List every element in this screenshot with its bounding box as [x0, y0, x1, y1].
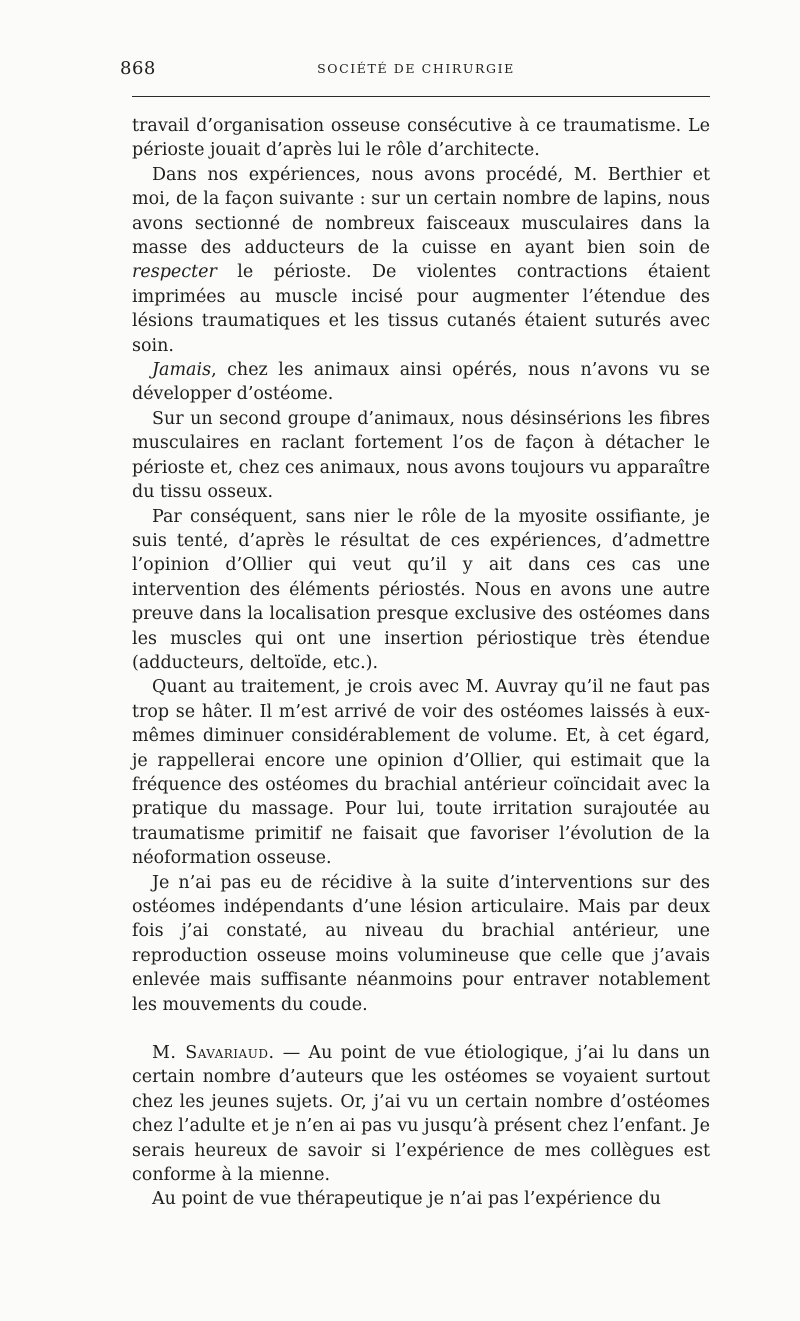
- paragraph-text: travail d’organisation osseuse consécutive à ce traumatisme. Le périoste jouait d’après lui le rôle d’architecte.: [132, 116, 710, 161]
- paragraph-consequence: [132, 505, 710, 676]
- paragraph-text: Je n’ai pas eu de récidive à la suite d’interventions sur des ostéomes indépendants d’une lésion articulaire. Mais par deux fois j’ai constaté, au niveau du brachial antérieur, une reproduction osseuse moins volumineuse que celle que j’avais enlevée mais suffisante néanmoins pour entraver notablement les mouvements du coude.: [132, 872, 710, 1015]
- paragraph-text: Dans nos expériences, nous avons procédé, M. Berthier et moi, de la façon suivante : sur un certain nombre de lapins, nous avons sectionné de nombreux faisceaux musculaires dans la masse des adducteurs de la cuisse en ayant bien soin de: [132, 164, 710, 259]
- paragraph-savariaud: [132, 1041, 710, 1187]
- paragraph-text: , chez les animaux ainsi opérés, nous n’avons vu se développer d’ostéome.: [132, 360, 710, 405]
- paragraph-text: Par conséquent, sans nier le rôle de la myosite ossifiante, je suis tenté, d’après le résultat de ces expériences, d’admettre l’opinion d’Ollier qui veut qu’il y ait dans ces cas une intervention des éléments périostés. Nous en avons une autre preuve dans la localisation presque exclusive des ostéomes dans les muscles qui ont une insertion périostique très étendue (adducteurs, deltoïde, etc.).: [132, 506, 710, 673]
- paragraph-recurrence: [132, 871, 710, 1017]
- speaker-name: M. Savariaud.: [152, 1043, 275, 1064]
- body-text: [132, 114, 710, 1212]
- italic-emphasis: Jamais: [152, 360, 212, 381]
- paragraph-text: Sur un second groupe d’animaux, nous désinsérions les fibres musculaires en raclant fortement l’os de façon à détacher le périoste et, chez ces animaux, nous avons toujours vu apparaître du tissu osseux.: [132, 408, 710, 503]
- paragraph-text: le périoste. De violentes contractions étaient imprimées au muscle incisé pour augmenter l’étendue des lésions traumatiques et les tissus cutanés étaient suturés avec soin.: [132, 262, 710, 356]
- paragraph-text: Quant au traitement, je crois avec M. Auvray qu’il ne faut pas trop se hâter. Il m’est arrivé de voir des ostéomes laissés à eux-mêmes diminuer considérablement de volume. Et, à cet égard, je rappellerai encore une opinion d’Ollier, qui estimait que la fréquence des ostéomes du brachial antérieur coïncidait avec la pratique du massage. Pour lui, toute irritation surajoutée au traumatisme primitif ne faisait que favoriser l’évolution de la néoformation osseuse.: [132, 677, 710, 869]
- paragraph-continuation: [132, 114, 710, 163]
- paragraph-jamais: [132, 358, 710, 407]
- page-number: 868: [120, 58, 156, 79]
- paragraph-text: — Au point de vue étiologique, j’ai lu dans un certain nombre d’auteurs que les ostéomes se voyaient surtout chez les jeunes sujets. Or, j’ai vu un certain nombre d’ostéomes chez l’adulte et je n’en ai pas vu jusqu’à présent chez l’enfant. Je serais heureux de savoir si l’expérience de mes collègues est conforme à la mienne.: [132, 1043, 710, 1186]
- paragraph-experiments: [132, 163, 710, 358]
- paragraph-second-group: [132, 407, 710, 505]
- running-head: SOCIÉTÉ DE CHIRURGIE: [317, 61, 515, 76]
- page-header: [120, 58, 712, 88]
- paragraph-treatment: [132, 675, 710, 870]
- paragraph-therapeutic: [132, 1187, 710, 1211]
- header-rule: [132, 96, 710, 97]
- italic-emphasis: respecter: [132, 262, 217, 283]
- paragraph-text: Au point de vue thérapeutique je n’ai pas l’expérience du: [152, 1189, 661, 1210]
